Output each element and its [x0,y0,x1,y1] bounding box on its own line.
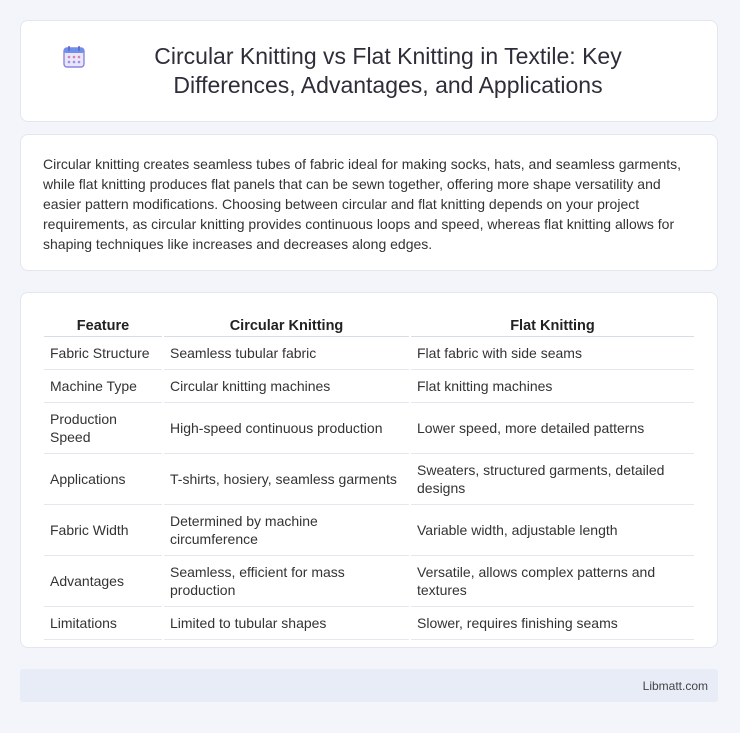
table-row [44,403,694,454]
table-header-row [44,315,694,337]
comparison-table-card [20,292,718,648]
cell-flat: Flat knitting machines [411,370,694,403]
cell-feature: Production Speed [44,403,162,454]
table-row [44,505,694,556]
cell-circular: Limited to tubular shapes [164,607,409,640]
cell-flat: Slower, requires finishing seams [411,607,694,640]
calendar-icon [61,44,87,70]
cell-feature: Limitations [44,607,162,640]
cell-feature: Machine Type [44,370,162,403]
cell-circular: Seamless, efficient for mass production [164,556,409,607]
page-title: Circular Knitting vs Flat Knitting in Textile: Key Differences, Advantages, and Applications [154,43,622,98]
header-feature: Feature [44,315,162,337]
cell-flat: Versatile, allows complex patterns and textures [411,556,694,607]
cell-feature: Fabric Width [44,505,162,556]
cell-circular: T-shirts, hosiery, seamless garments [164,454,409,505]
table-row [44,370,694,403]
intro-card [20,134,718,271]
cell-flat: Variable width, adjustable length [411,505,694,556]
footer-site-link[interactable]: Libmatt.com [642,678,708,693]
title-wrap [21,42,717,100]
cell-feature: Applications [44,454,162,505]
cell-flat: Sweaters, structured garments, detailed designs [411,454,694,505]
header-flat: Flat Knitting [411,315,694,337]
table-row [44,607,694,640]
cell-circular: High-speed continuous production [164,403,409,454]
cell-flat: Flat fabric with side seams [411,337,694,370]
cell-circular: Seamless tubular fabric [164,337,409,370]
cell-feature: Advantages [44,556,162,607]
cell-flat: Lower speed, more detailed patterns [411,403,694,454]
cell-circular: Determined by machine circumference [164,505,409,556]
table-row [44,556,694,607]
cell-feature: Fabric Structure [44,337,162,370]
title-card [20,20,718,122]
cell-circular: Circular knitting machines [164,370,409,403]
table-row [44,454,694,505]
intro-paragraph: Circular knitting creates seamless tubes of fabric ideal for making socks, hats, and seamless garments, while flat knitting produces flat panels that can be sewn together, offering more shape versatility and easier pattern modifications. Choosing between circular and flat knitting depends on your project requirements, as circular knitting provides continuous loops and speed, whereas flat knitting allows for shaping techniques like increases and decreases along edges. [43,156,682,252]
footer [20,669,718,702]
table-row [44,337,694,370]
header-circular: Circular Knitting [164,315,409,337]
comparison-table [42,315,696,640]
